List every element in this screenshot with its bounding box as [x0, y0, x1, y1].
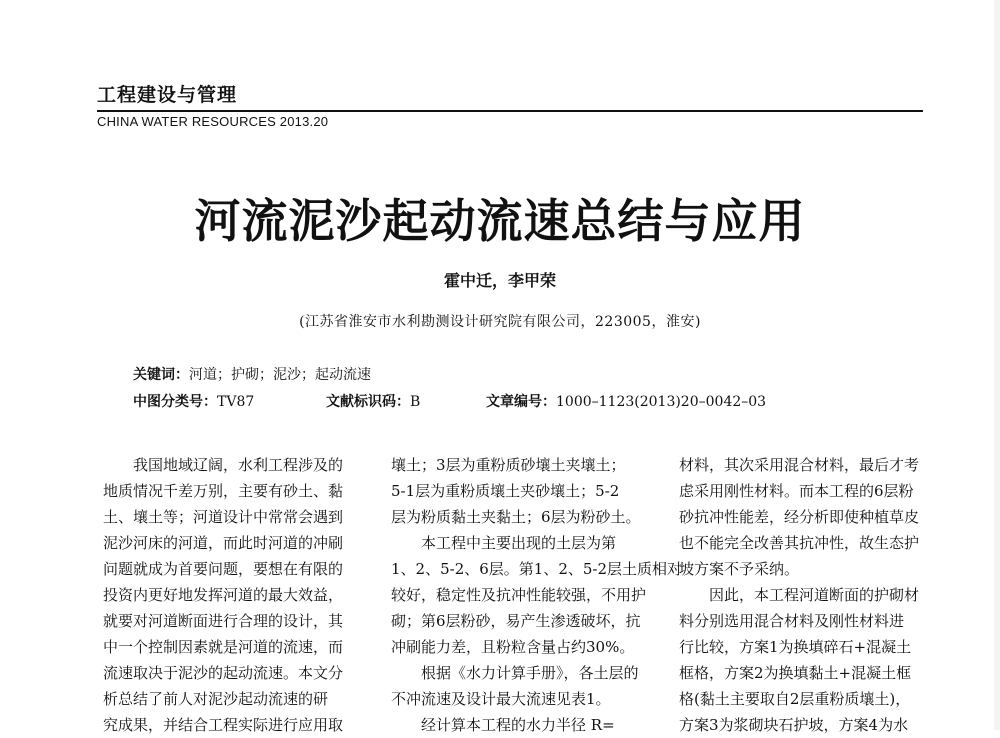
classification-number — [133, 392, 254, 412]
article-no-label: 文章编号： — [486, 394, 556, 410]
body-column-2 — [391, 452, 683, 738]
article-number — [486, 392, 766, 412]
text-line: 1、2、5-2、6层。第1、2、5-2层土质相对 — [391, 560, 683, 578]
text-line: 5-1层为重粉质壤土夹砂壤土；5-2 — [391, 482, 620, 500]
article-title: 河流泥沙起动流速总结与应用 — [194, 194, 806, 248]
text-line: 格(黏土主要取自2层重粉质壤土)， — [679, 690, 911, 708]
text-line: 也不能完全改善其抗冲性，故生态护 — [679, 534, 920, 552]
header-rule — [97, 110, 923, 112]
article-authors: 霍中迁，李甲荣 — [443, 271, 556, 290]
text-line: 泥沙河床的河道，而此时河道的冲刷 — [103, 534, 344, 552]
doc-code-label: 文献标识码： — [326, 394, 410, 410]
text-line: 冲刷能力差，且粉粒含量占约30%。 — [391, 638, 635, 656]
text-line: 方案3为浆砌块石护坡，方案4为水 — [679, 716, 909, 734]
text-line: 土、壤土等；河道设计中常常会遇到 — [103, 508, 344, 526]
text-line: 较好，稳定性及抗冲性能较强，不用护 — [391, 586, 647, 604]
keywords-value: 河道；护砌；泥沙；起动流速 — [189, 367, 371, 383]
text-line: 我国地域辽阔，水利工程涉及的 — [103, 456, 344, 474]
running-header — [97, 84, 907, 129]
text-line: 不冲流速及设计最大流速见表1。 — [391, 690, 611, 708]
text-line: 行比较，方案1为换填碎石+混凝土 — [679, 638, 912, 656]
text-line: 中一个控制因素就是河道的流速，而 — [103, 638, 344, 656]
text-line: 层为粉质黏土夹黏土；6层为粉砂土。 — [391, 508, 641, 526]
article-affiliation: (江苏省淮安市水利勘测设计研究院有限公司，223005，淮安) — [299, 314, 701, 330]
keywords — [133, 365, 371, 385]
text-line: 虑采用刚性材料。而本工程的6层粉 — [679, 482, 914, 500]
text-line: 根据《水力计算手册》，各土层的 — [391, 664, 639, 682]
text-line: 究成果，并结合工程实际进行应用取 — [103, 716, 344, 734]
text-line: 投资内更好地发挥河道的最大效益， — [103, 586, 344, 604]
text-line: 材料，其次采用混合材料，最后才考 — [679, 456, 920, 474]
body-column-3 — [679, 452, 939, 738]
body-column-1 — [103, 452, 363, 738]
page-edge-shadow — [994, 0, 1000, 730]
text-line: 料分别选用混合材料及刚性材料进 — [679, 612, 905, 630]
text-line: 因此，本工程河道断面的护砌材 — [679, 586, 920, 604]
document-code — [326, 392, 420, 412]
section-label: 工程建设与管理 — [97, 84, 238, 106]
text-line: 经计算本工程的水力半径 R= — [391, 716, 615, 734]
keywords-label: 关键词： — [133, 367, 189, 383]
article-no-value: 1000–1123(2013)20–0042–03 — [556, 394, 767, 410]
text-line: 本工程中主要出现的土层为第 — [391, 534, 617, 552]
text-line: 砂抗冲性能差，经分析即使种植草皮 — [679, 508, 920, 526]
text-line: 流速取决于泥沙的起动流速。本文分 — [103, 664, 344, 682]
text-line: 坡方案不予采纳。 — [679, 560, 800, 578]
text-line: 析总结了前人对泥沙起动流速的研 — [103, 690, 329, 708]
text-line: 问题就成为首要问题，要想在有限的 — [103, 560, 344, 578]
clc-value: TV87 — [217, 394, 255, 410]
text-line: 框格，方案2为换填黏土+混凝土框 — [679, 664, 912, 682]
text-line: 壤土；3层为重粉质砂壤土夹壤土； — [391, 456, 626, 474]
doc-code-value: B — [410, 394, 421, 410]
text-line: 砌；第6层粉砂，易产生渗透破坏，抗 — [391, 612, 641, 630]
clc-label: 中图分类号： — [133, 394, 217, 410]
text-line: 地质情况千差万别，主要有砂土、黏 — [103, 482, 344, 500]
text-line: 就要对河道断面进行合理的设计，其 — [103, 612, 344, 630]
journal-line: CHINA WATER RESOURCES 2013.20 — [97, 114, 329, 129]
